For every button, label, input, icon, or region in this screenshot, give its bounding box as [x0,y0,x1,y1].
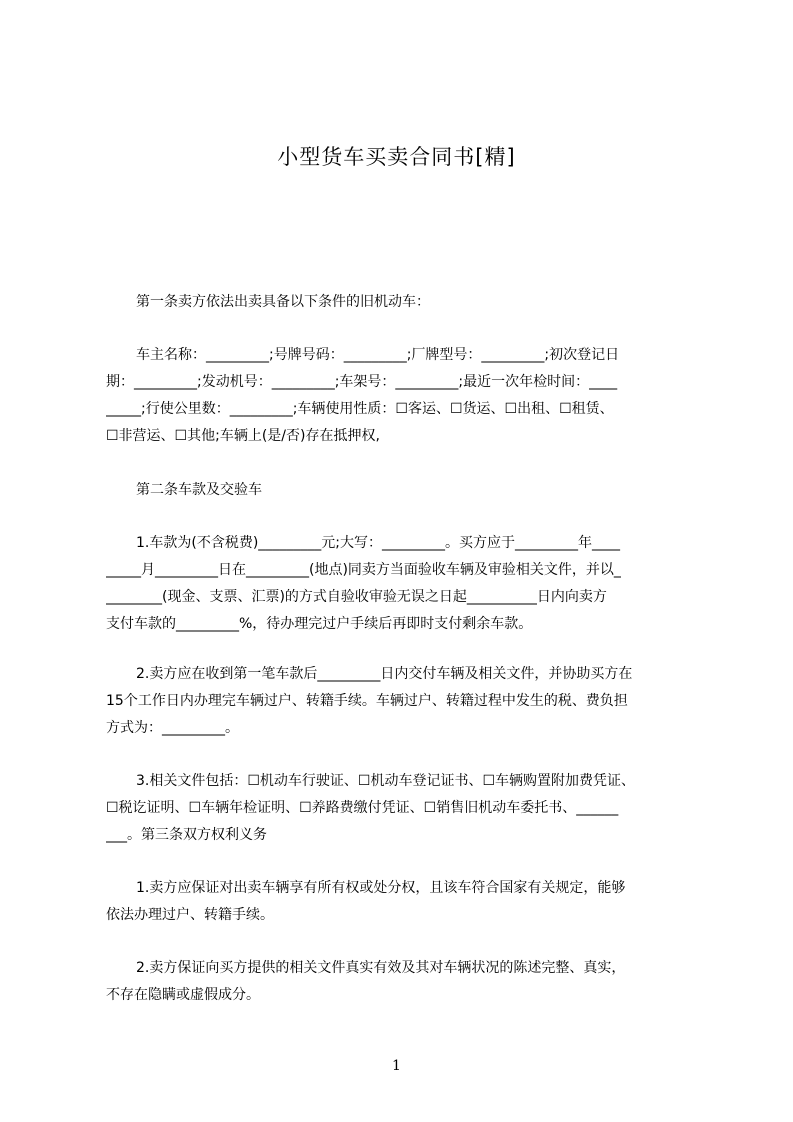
article2-item3-line-1: 3.相关文件包括：☐机动车行驶证、☐机动车登记证书、☐车辆购置附加费凭证、 [136,773,636,789]
article2-item2-line-1: 2.卖方应在收到第一笔车款后_________日内交付车辆及相关文件，并协助买方在 [136,666,633,682]
article1-line-2: 期：_________;发动机号：_________;车架号：_________;最近一次年检时间：____ [106,374,618,390]
article1-line-4: ☐非营运、☐其他;车辆上(是/否)存在抵押权, [106,428,380,444]
article2-item3-line-2: ☐税讫证明、☐车辆年检证明、☐养路费缴付凭证、☐销售旧机动车委托书、______ [106,800,619,816]
article3-item2-line-2: 不存在隐瞒或虚假成分。 [106,987,260,1003]
page-number: 1 [392,1058,401,1074]
article2-item1-line-3: ________(现金、支票、汇票)的方式自验收审验无误之日起__________日内向卖方 [106,589,607,605]
article1-line-3: _____;行使公里数：_________;车辆使用性质：☐客运、☐货运、☐出租、☐租赁、 [106,401,614,417]
article1-heading: 第一条卖方依法出卖具备以下条件的旧机动车： [136,294,430,310]
article2-item3-line-3: ___。第三条双方权利义务 [106,827,267,843]
article2-item1-line-4: 支付车款的_________%，待办理完过户手续后再即时支付剩余车款。 [106,616,533,632]
article2-item1-line-2: _____月_________日在_________(地点)同卖方当面验收车辆及审验相关文件，并以_ [106,562,621,578]
article2-item2-line-2: 15个工作日内办理完车辆过户、转籍手续。车辆过户、转籍过程中发生的税、费负担 [106,693,628,709]
article2-item1-line-1: 1.车款为(不含税费)_________元;大写：_________。买方应于_________年____ [136,535,620,551]
article3-item1-line-1: 1.卖方应保证对出卖车辆享有所有权或处分权，且该车符合国家有关规定，能够 [136,880,626,896]
article3-item1-line-2: 依法办理过户、转籍手续。 [106,907,274,923]
document-title: 小型货车买卖合同书[精] [277,145,516,169]
article2-item2-line-3: 方式为：_________。 [106,720,239,736]
article2-heading: 第二条车款及交验车 [136,482,262,498]
article1-line-1: 车主名称：_________;号牌号码：_________;厂牌型号：_________;初次登记日 [136,347,620,363]
article3-item2-line-1: 2.卖方保证向买方提供的相关文件真实有效及其对车辆状况的陈述完整、真实， [136,960,626,976]
